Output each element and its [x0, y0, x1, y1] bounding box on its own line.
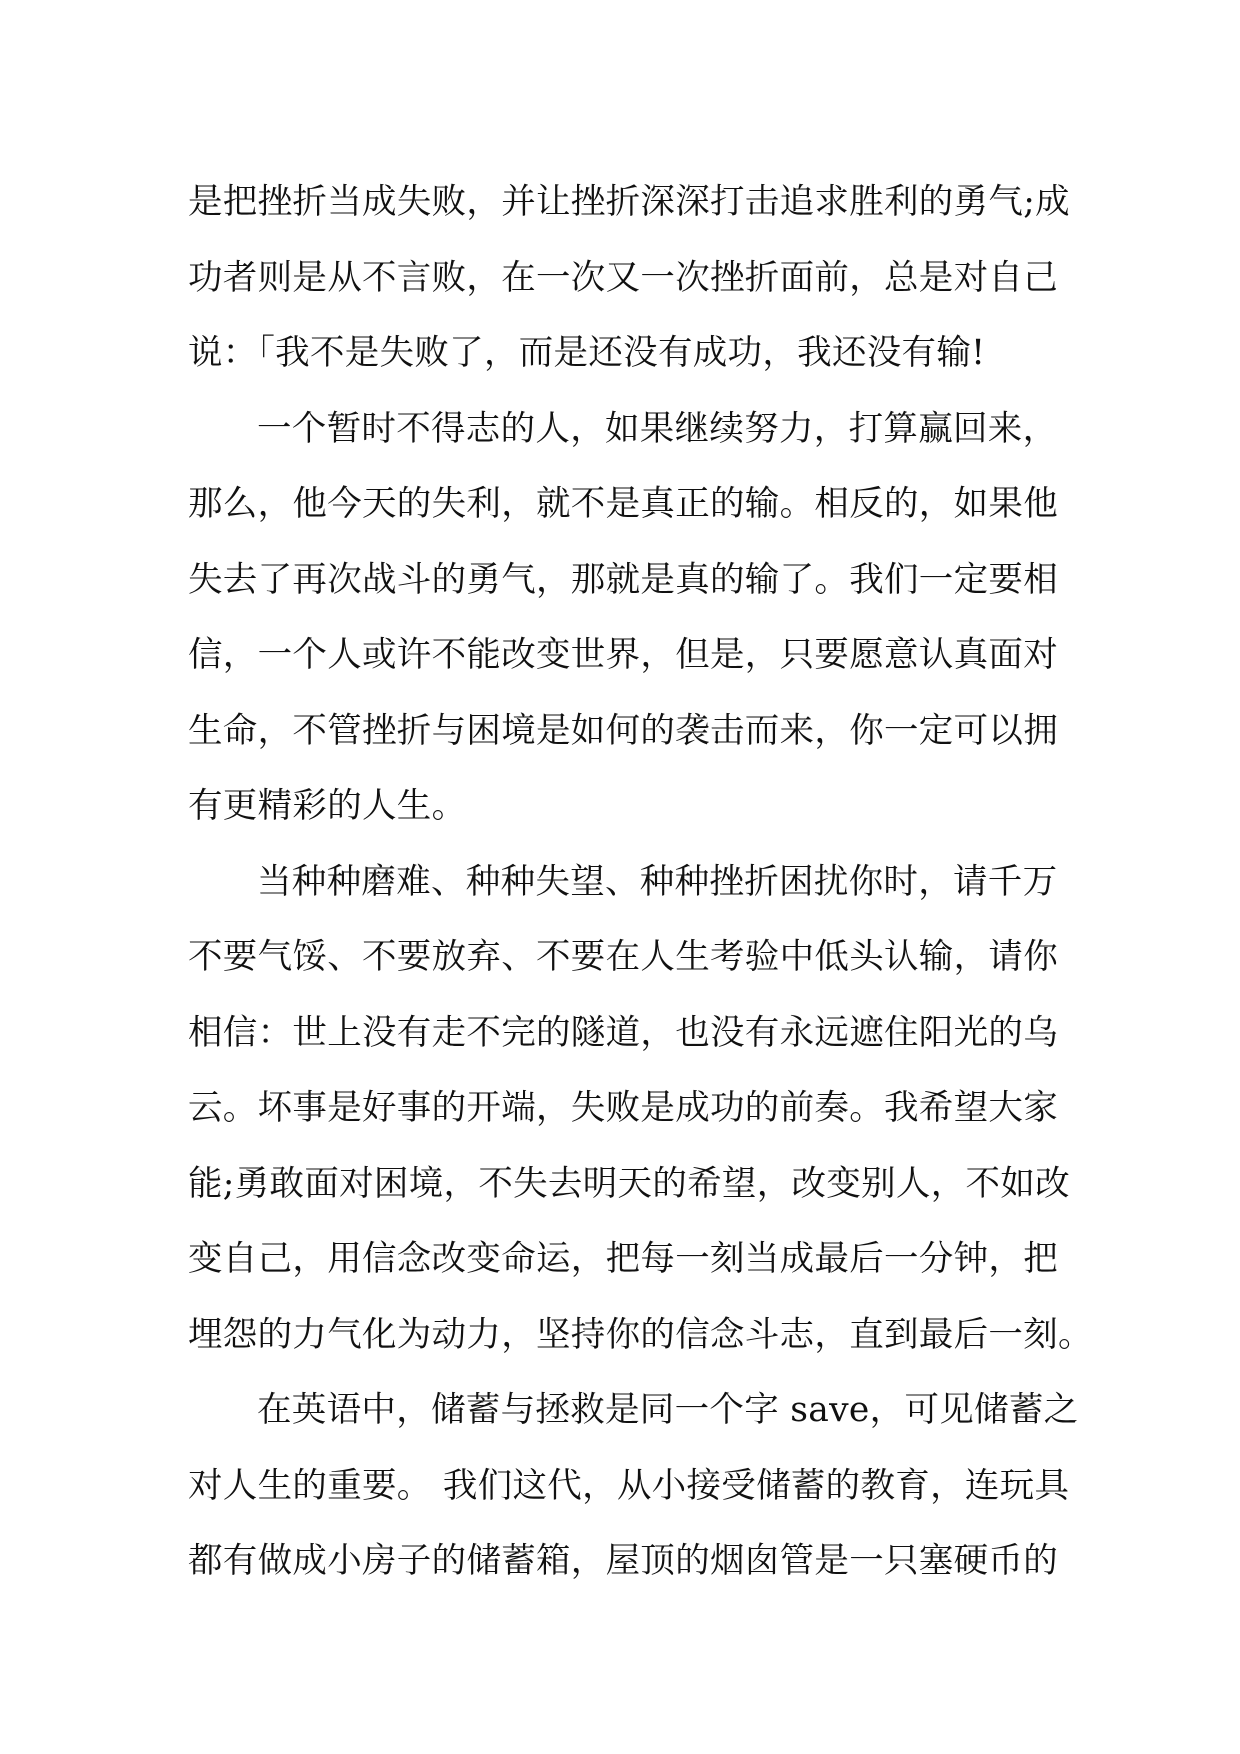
body-text: [188, 165, 1093, 1600]
text-line: 都有做成小房子的储蓄箱，屋顶的烟囱管是一只塞硬币的: [188, 1541, 1058, 1581]
text-line: 说：「我不是失败了，而是还没有成功，我还没有输!: [188, 333, 986, 373]
text-line: 功者则是从不言败，在一次又一次挫折面前，总是对自己: [188, 257, 1058, 298]
text-line: 云。坏事是好事的开端，失败是成功的前奏。我希望大家: [188, 1088, 1058, 1128]
paragraph-first-line: 当种种磨难、种种失望、种种挫折困扰你时，请千万: [257, 861, 1058, 902]
paragraph-first-line: 在英语中，储蓄与拯救是同一个字 save，可见储蓄之: [257, 1390, 1079, 1430]
text-line: 那么，他今天的失利，就不是真正的输。相反的，如果他: [188, 484, 1058, 524]
text-line: 不要气馁、不要放弃、不要在人生考验中低头认输，请你: [188, 937, 1058, 977]
text-line: 是把挫折当成失败，并让挫折深深打击追求胜利的勇气;成: [188, 182, 1070, 222]
text-line: 信，一个人或许不能改变世界，但是，只要愿意认真面对: [188, 635, 1058, 675]
text-line: 变自己，用信念改变命运，把每一刻当成最后一分钟，把: [188, 1239, 1058, 1279]
text-line: 有更精彩的人生。: [188, 786, 467, 826]
text-line: 相信：世上没有走不完的隧道，也没有永远遮住阳光的乌: [188, 1012, 1058, 1053]
text-line: 失去了再次战斗的勇气，那就是真的输了。我们一定要相: [188, 559, 1058, 600]
paragraph-first-line: 一个暂时不得志的人，如果继续努力，打算赢回来，: [257, 408, 1058, 449]
text-line: 生命，不管挫折与困境是如何的袭击而来，你一定可以拥: [188, 710, 1058, 751]
text-line: 能;勇敢面对困境，不失去明天的希望，改变别人，不如改: [188, 1163, 1070, 1204]
text-line: 埋怨的力气化为动力，坚持你的信念斗志，直到最后一刻。: [188, 1314, 1093, 1355]
text-line: 对人生的重要。 我们这代，从小接受储蓄的教育，连玩具: [188, 1465, 1070, 1506]
